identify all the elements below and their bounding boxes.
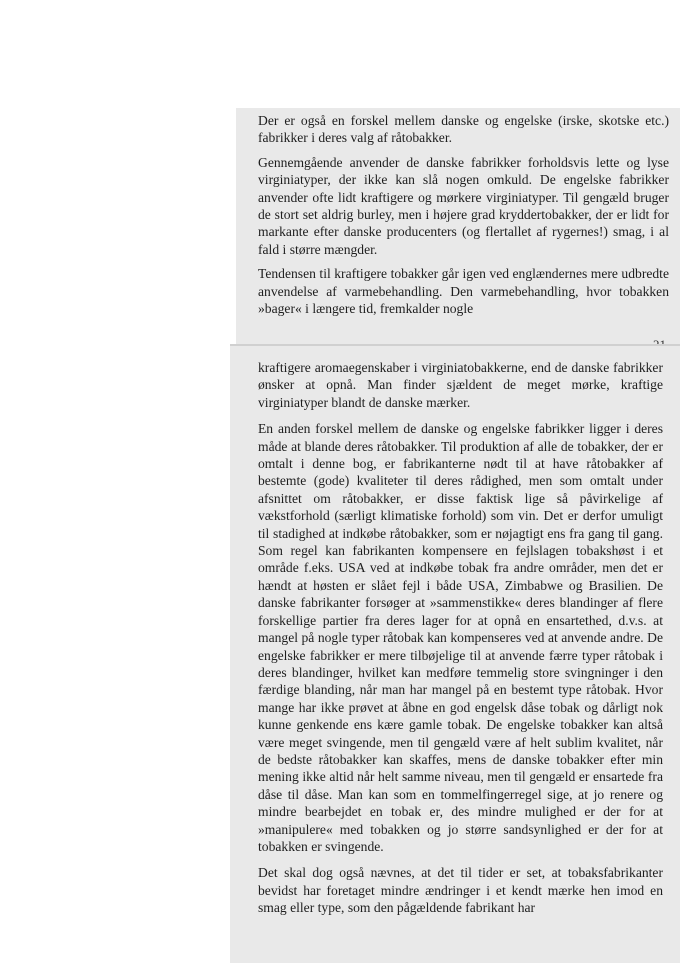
bottom-page-fragment	[230, 346, 680, 963]
paragraph-4: kraftigere aromaegenskaber i virginiatobakkerne, end de danske fabrikker ønsker at opnå. Man finder sjældent de meget mørke, kraftige virginiatyper blandt de danske mærker.	[258, 360, 663, 410]
paragraph-3: Tendensen til kraftigere tobakker går igen ved englændernes mere udbredte anvendelse af varmebehandling. Den varmebehandling, hvor tobakken »bager« i længere tid, fremkalder nogle	[258, 266, 669, 317]
paragraph-6: Det skal dog også nævnes, at det til tider er set, at tobaksfabrikanter bevidst har foretaget mindre ændringer i et kendt mærke hen imod en smag eller type, som den pågældende fabrikant har	[258, 865, 663, 916]
top-page-fragment	[236, 108, 680, 346]
paragraph-2: Gennemgående anvender de danske fabrikker forholdsvis lette og lyse virginiatyper, der ikke kan slå nogen omkuld. De engelske fabrikker anvender ofte lidt kraftigere og mørkere virginiatyper. Til gengæld bruger de stort set aldrig burley, men i højere grad kryddertobakker, der er lidt for markante efter danske producenters (og flertallet af rygernes!) smag, i al fald i større mængder.	[258, 154, 669, 257]
paragraph-5: En anden forskel mellem de danske og engelske fabrikker ligger i deres måde at blande deres råtobakker. Til produktion af alle de tobakker, der er omtalt i denne bog, er fabrikanterne nødt til at have råtobakker af bestemte (gode) kvaliteter til deres rådighed, men som omtalt under afsnittet om råtobakker, er disse faktisk lige så påvirkelige af vækstforhold (særligt klimatiske forhold) som vin. Det er derfor umuligt til stadighed at indkøbe råtobakker, som er nøjagtigt ens fra gang til gang. Som regel kan fabrikanten kompensere en fejlslagen tobakshøst i et område f.eks. USA ved at indkøbe tobak fra andre områder, men det er hændt at høsten er slået fejl i både USA, Zimbabwe og Brasilien. De danske fabrikanter forsøger at »sammenstikke« deres blandinger af flere forskellige partier fra deres lager for at opnå en ensartethed, d.v.s. at mangel på nogle typer råtobak kan kompenseres ved at anvende andre. De engelske fabrikker er mere tilbøjelige til at anvende færre typer råtobak i deres blandinger, hvilket kan medføre temmelig store svingninger i den færdige blanding, når man har mangel på en bestemt type råtobak. Hvor mange har ikke prøvet at åbne en god engelsk dåse tobak og dårligt nok kunne genkende ens kære gamle tobak. De engelske tobakker kan altså være meget svingende, men til gengæld være af helt sublim kvalitet, når de bedste råtobakker kan skaffes, mens de danske tobakker efter min mening ikke altid når helt samme niveau, men til gengæld er ensartede fra dåse til dåse. Man kan som en tommelfingerregel sige, at jo renere og mindre bearbejdet en tobak er, des mindre mulighed er der for at »manipulere« med tobakken og jo større sandsynlighed er der for at tobakken er svingende.	[258, 421, 663, 854]
paragraph-1: Der er også en forskel mellem danske og engelske (irske, skotske etc.) fabrikker i deres valg af råtobakker.	[258, 113, 669, 146]
